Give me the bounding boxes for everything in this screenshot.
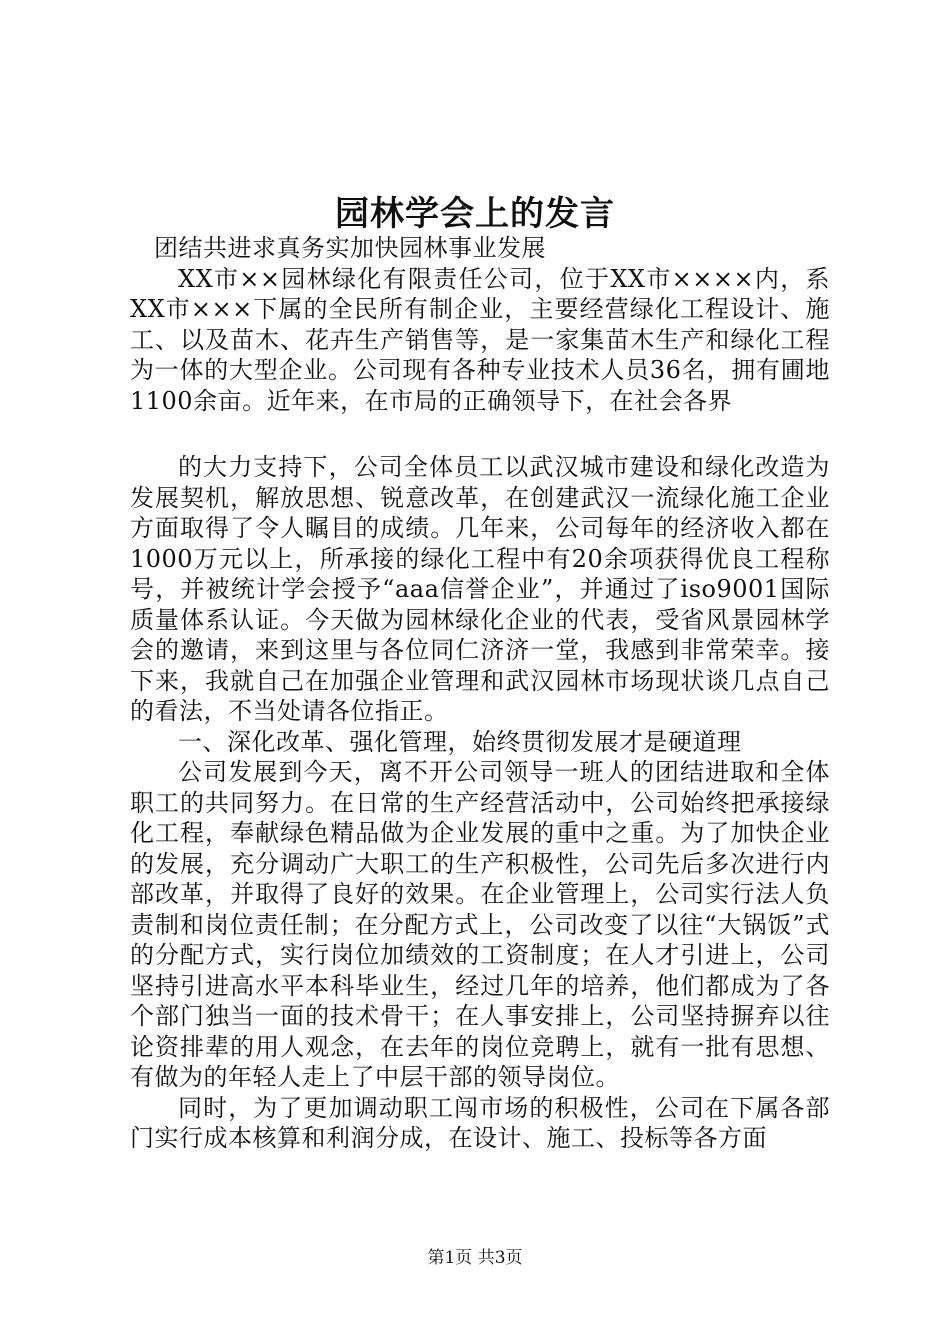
document-title: 园林学会上的发言	[335, 194, 615, 234]
paragraph-company-intro: XX市××园林绿化有限责任公司，位于XX市××××内，系XX市×××下属的全民所有制企业，主要经营绿化工程设计、施工、以及苗木、花卉生产销售等，是一家集苗木生产和绿化工程为一体的大型企业。公司现有各种专业技术人员36名，拥有圃地1100余亩。近年来，在市局的正确领导下，在社会各界	[130, 264, 830, 415]
section-heading-reform: 一、深化改革、强化管理，始终贯彻发展才是硬道理	[178, 727, 742, 756]
paragraph-reform-details: 公司发展到今天，离不开公司领导一班人的团结进取和全体职工的共同努力。在日常的生产经营活动中，公司始终把承接绿化工程，奉献绿色精品做为企业发展的重中之重。为了加快企业的发展，充分调动广大职工的生产积极性，公司先后多次进行内部改革，并取得了良好的效果。在企业管理上，公司实行法人负责制和岗位责任制；在分配方式上，公司改变了以往“大锅饭”式的分配方式，实行岗位加绩效的工资制度；在人才引进上，公司坚持引进高水平本科毕业生，经过几年的培养，他们都成为了各个部门独当一面的技术骨干；在人事安排上，公司坚持摒弃以往论资排辈的用人观念，在去年的岗位竞聘上，就有一批有思想、有做为的年轻人走上了中层干部的领导岗位。	[130, 758, 830, 1091]
body-block-main	[130, 452, 830, 1154]
paragraph-cost-accounting: 同时，为了更加调动职工闯市场的积极性，公司在下属各部门实行成本核算和利润分成，在设计、施工、投标等各方面	[130, 1093, 830, 1152]
page-number-footer: 第1页 共3页	[427, 1248, 523, 1268]
paragraph-achievements: 的大力支持下，公司全体员工以武汉城市建设和绿化改造为发展契机，解放思想、锐意改革，在创建武汉一流绿化施工企业方面取得了令人瞩目的成绩。几年来，公司每年的经济收入都在1000万元以上，所承接的绿化工程中有20余项获得优良工程称号，并被统计学会授予“aaa信誉企业”，并通过了iso9001国际质量体系认证。今天做为园林绿化企业的代表，受省风景园林学会的邀请，来到这里与各位同仁济济一堂，我感到非常荣幸。接下来，我就自己在加强企业管理和武汉园林市场现状谈几点自己的看法，不当处请各位指正。	[130, 453, 830, 725]
document-subtitle: 团结共进求真务实加快园林事业发展	[154, 234, 546, 262]
body-block-top	[130, 233, 830, 416]
